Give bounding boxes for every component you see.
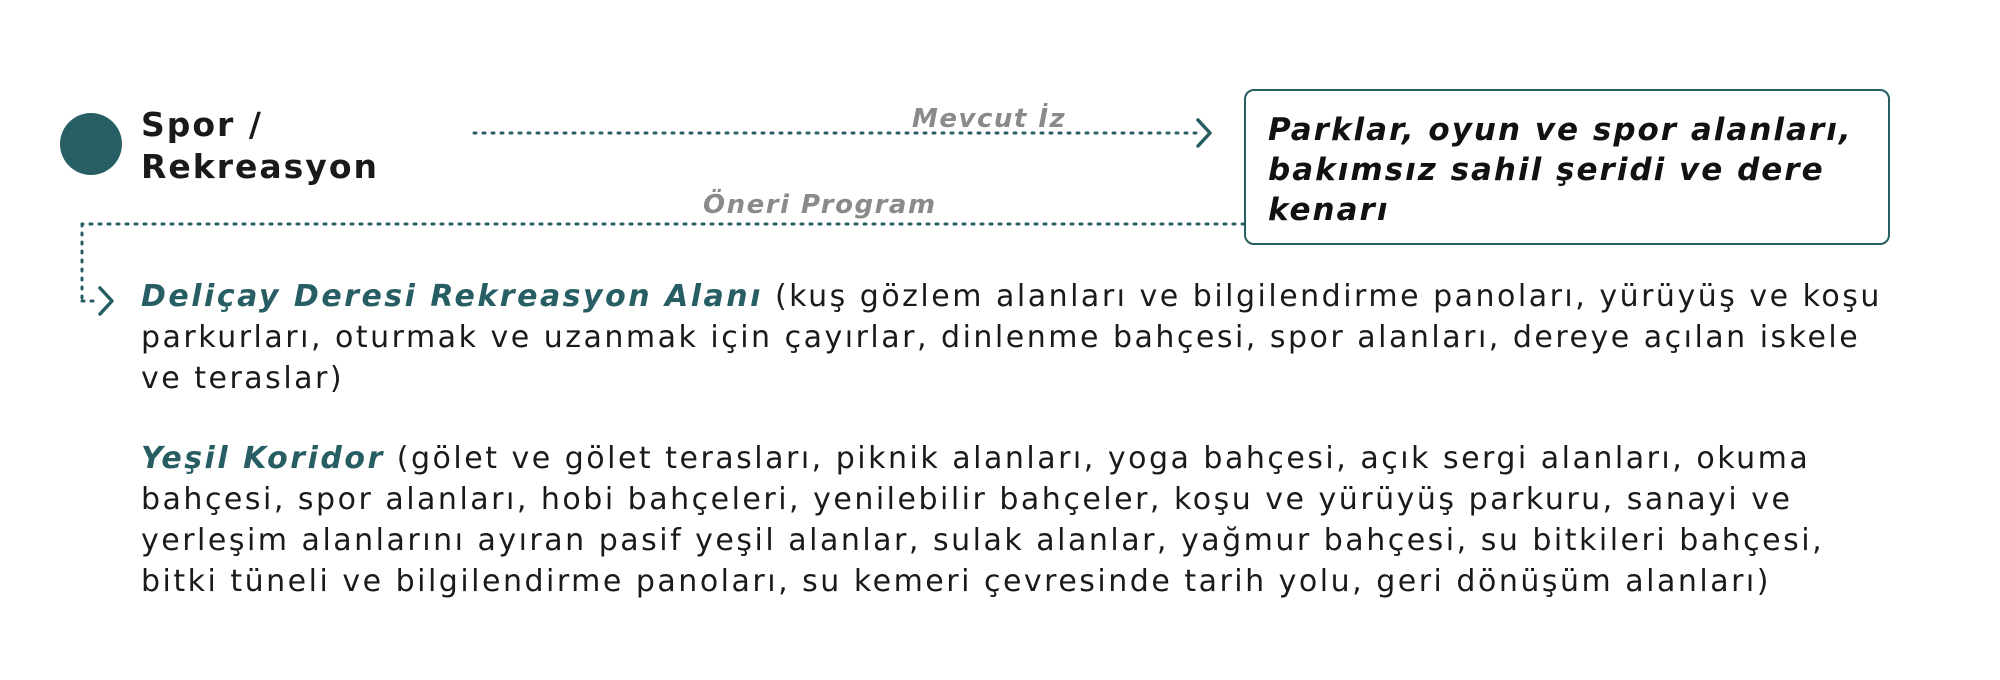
category-title: Spor / Rekreasyon — [141, 105, 379, 186]
program-item — [141, 438, 1901, 602]
proposal-arrowhead — [100, 288, 112, 314]
program-item — [141, 276, 1901, 399]
program-description: (kuş gözlem alanları ve bilgilendirme panoları, yürüyüş ve koşu parkurları, oturmak ve uzanmak için çayırlar, dinlenme bahçesi, spor alanları, dereye açılan iskele ve teraslar) — [141, 279, 1882, 396]
current-state-text: Parklar, oyun ve spor alanları, bakımsız sahil şeridi ve dere kenarı — [1268, 112, 1853, 228]
current-trace-arrowhead — [1198, 120, 1210, 146]
current-trace-label: Mevcut İz — [912, 104, 1067, 134]
current-state-box — [1244, 89, 1890, 245]
program-name: Deliçay Deresi Rekreasyon Alanı — [141, 279, 763, 314]
proposal-program-label: Öneri Program — [703, 190, 937, 220]
program-name: Yeşil Koridor — [141, 441, 385, 476]
program-description: (gölet ve gölet terasları, piknik alanları, yoga bahçesi, açık sergi alanları, okuma bahçesi, spor alanları, hobi bahçeleri, yenilebilir bahçeler, koşu ve yürüyüş parkuru, sanayi ve yerleşim alanlarını ayıran pasif yeşil alanlar, sulak alanlar, yağmur bahçesi, su bitkileri bahçesi, bitki tüneli ve bilgilendirme panoları, su kemeri çevresinde tarih yolu, geri dönüşüm alanları) — [141, 441, 1825, 599]
